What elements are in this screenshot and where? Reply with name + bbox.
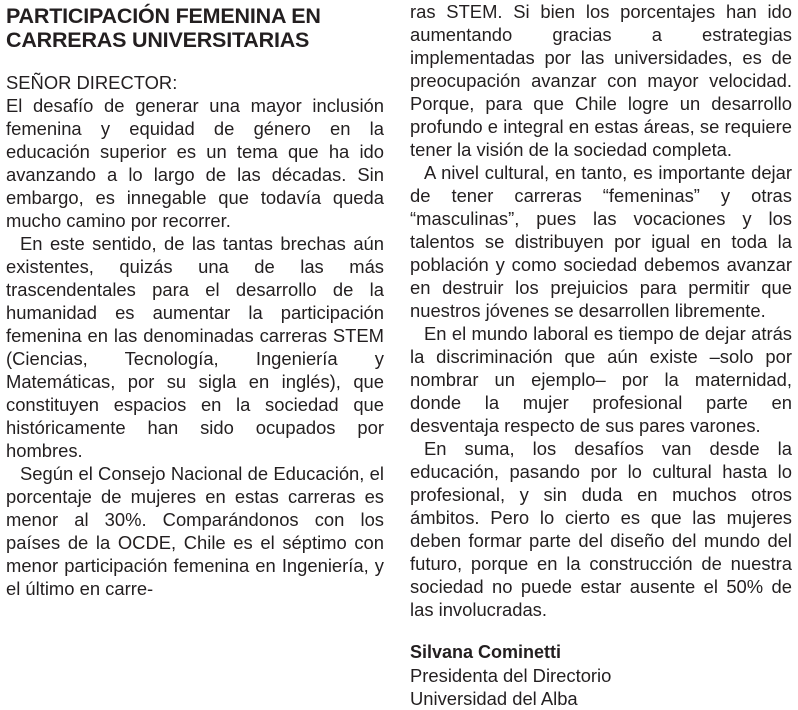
paragraph-5: En el mundo laboral es tiempo de dejar atrás la discriminación que aún existe –solo por nombrar un ejemplo– por la maternidad, donde la mujer profesional parte en desventaja respecto de sus pares varones.: [410, 323, 792, 436]
paragraph-3-start: Según el Consejo Nacional de Educación, el porcentaje de mujeres en estas carreras es menor al 30%. Comparándonos con los países de la OCDE, Chile es el séptimo con menor participación femenina en Ingeniería, y el último en carre-: [6, 463, 384, 599]
headline-line-2: CARRERAS UNIVERSITARIAS: [6, 28, 310, 52]
right-column: [410, 0, 792, 710]
signature-title: Presidenta del Directorio: [410, 665, 612, 686]
headline-line-1: PARTICIPACIÓN FEMENINA EN: [6, 4, 321, 28]
left-column: [6, 0, 384, 600]
paragraph-2: En este sentido, de las tantas brechas aún existentes, quizás una de las más trascendentales para el desarrollo de la humanidad es aumentar la participación femenina en las denominadas carreras STEM (Ciencias, Tecnología, Ingeniería y Matemáticas, por su sigla en inglés), que constituyen espacios en la sociedad que históricamente han sido ocupados por hombres.: [6, 233, 384, 461]
signature-name: Silvana Cominetti: [410, 642, 562, 662]
signature-block: [410, 641, 792, 710]
signature-organization: Universidad del Alba: [410, 688, 578, 709]
paragraph-6: En suma, los desafíos van desde la educación, pasando por lo cultural hasta lo profesional, y sin duda en muchos otros ámbitos. Pero lo cierto es que las mujeres deben formar parte del diseño del mundo del futuro, porque en la construcción de nuestra sociedad no puede estar ausente el 50% de las involucradas.: [410, 438, 792, 620]
salutation: SEÑOR DIRECTOR:: [6, 72, 178, 93]
paragraph-3-continued: ras STEM. Si bien los porcentajes han ido aumentando gracias a estrategias implementadas por las universidades, es de preocupación avanzar con mayor velocidad. Porque, para que Chile logre un desarrollo profundo e integral en estas áreas, se requiere tener la visión de la sociedad completa.: [410, 1, 792, 160]
paragraph-1: El desafío de generar una mayor inclusión femenina y equidad de género en la educación superior es un tema que ha ido avanzando a lo largo de las décadas. Sin embargo, es innegable que todavía queda mucho camino por recorrer.: [6, 95, 384, 231]
paragraph-4: A nivel cultural, en tanto, es importante dejar de tener carreras “femeninas” y otras “masculinas”, pues las vocaciones y los talentos se distribuyen por igual en toda la población y como sociedad debemos avanzar en destruir los prejuicios para permitir que nuestros jóvenes se desarrollen libremente.: [410, 162, 792, 321]
headline: [6, 4, 384, 52]
